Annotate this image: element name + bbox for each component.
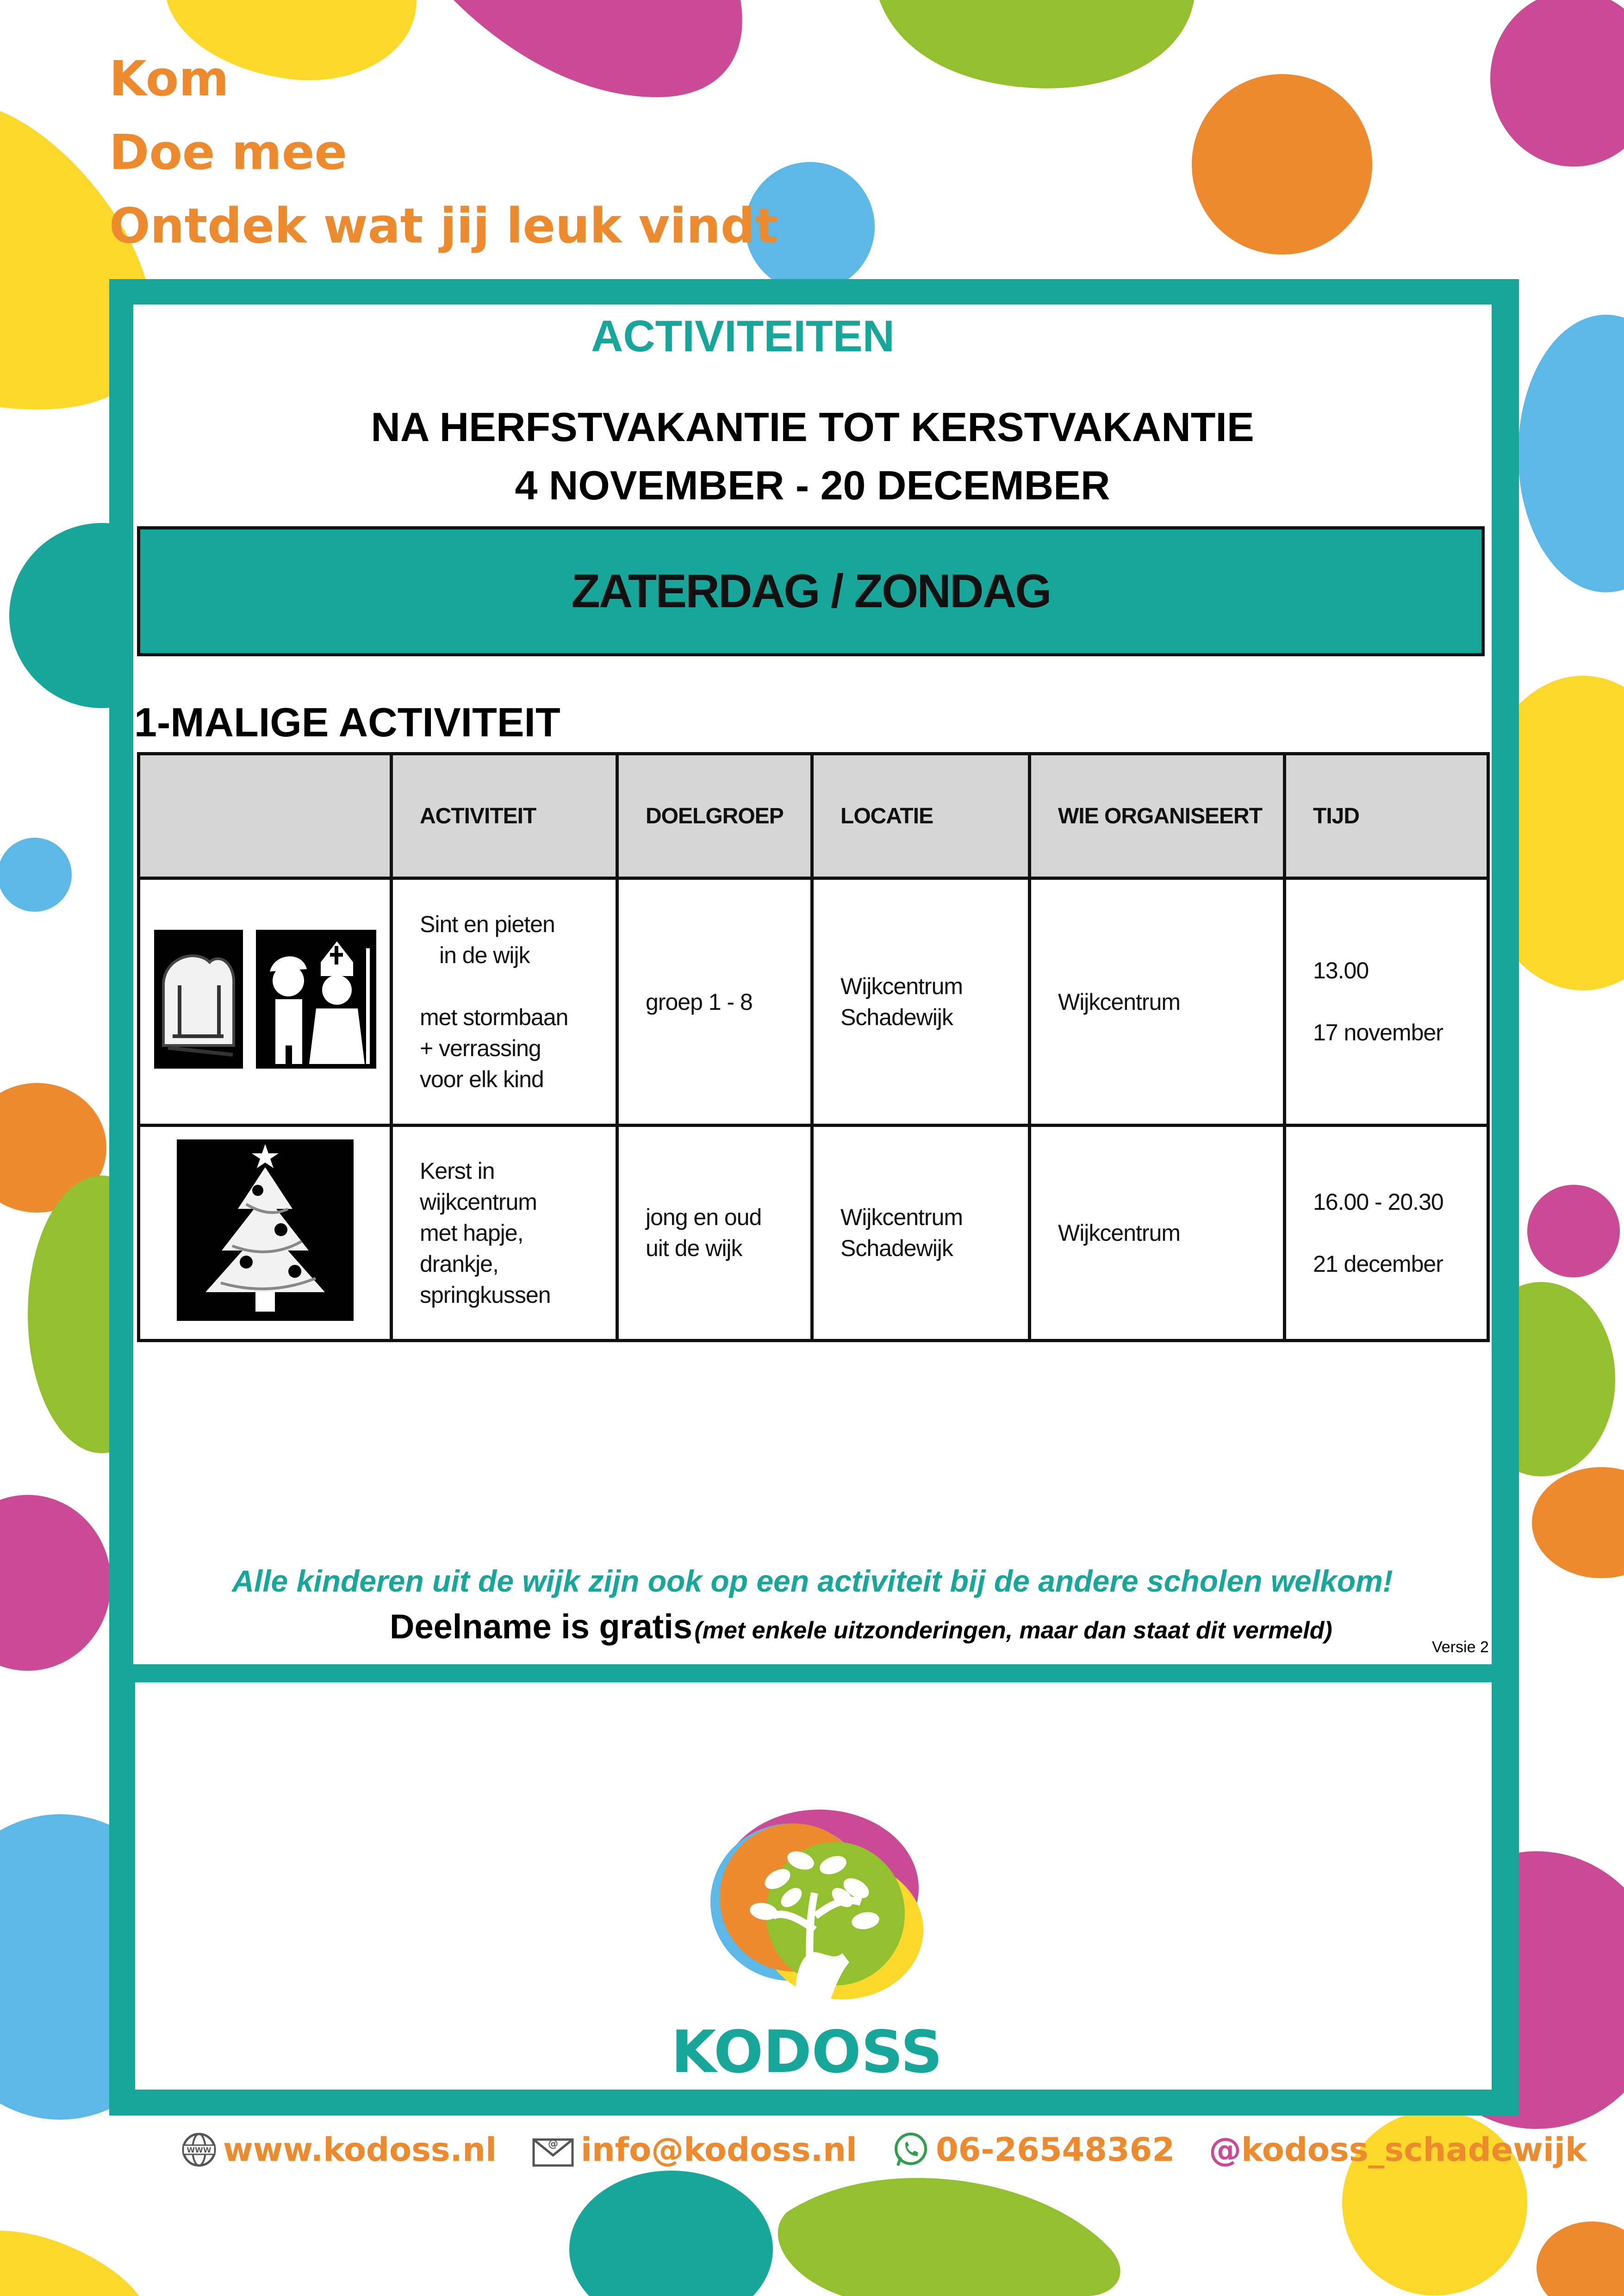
activity-image-cell bbox=[139, 1126, 392, 1341]
free-exceptions: (met enkele uitzonderingen, maar dan staat dit vermeld) bbox=[694, 1617, 1332, 1644]
instagram-link[interactable] bbox=[1209, 2131, 1587, 2169]
time-line: 13.00 bbox=[1313, 958, 1369, 983]
header-line-1: Kom bbox=[109, 50, 229, 107]
target-group-line: uit de wijk bbox=[646, 1235, 742, 1261]
svg-text:@: @ bbox=[548, 2138, 558, 2150]
svg-text:WWW: WWW bbox=[187, 2146, 212, 2154]
table-header-row bbox=[139, 754, 1488, 878]
instagram-text: kodoss_schadewijk bbox=[1241, 2131, 1587, 2169]
target-group-cell: groep 1 - 8 bbox=[617, 878, 812, 1126]
free-label: Deelname is gratis bbox=[390, 1607, 692, 1646]
activity-image-cell bbox=[139, 878, 392, 1126]
target-group-line: jong en oud bbox=[646, 1204, 762, 1230]
website-link[interactable] bbox=[180, 2131, 497, 2169]
location-cell bbox=[812, 878, 1030, 1126]
activity-line: in de wijk bbox=[439, 942, 530, 968]
day-banner bbox=[137, 526, 1485, 656]
column-header-image bbox=[139, 754, 392, 878]
globe-icon bbox=[180, 2131, 218, 2168]
activity-line: Kerst in bbox=[420, 1157, 495, 1184]
location-cell bbox=[812, 1126, 1030, 1341]
email-link[interactable] bbox=[531, 2131, 857, 2169]
website-text: www.kodoss.nl bbox=[223, 2131, 497, 2169]
time-line: 21 december bbox=[1313, 1251, 1443, 1277]
location-line: Wijkcentrum bbox=[840, 1204, 963, 1230]
target-group-cell bbox=[617, 1126, 812, 1341]
header-line-2: Doe mee bbox=[109, 124, 347, 180]
activity-cell bbox=[392, 878, 617, 1126]
at-sign-icon: @ bbox=[1209, 2131, 1242, 2169]
time-cell bbox=[1285, 1126, 1488, 1341]
phone-link[interactable] bbox=[891, 2130, 1175, 2169]
time-line: 17 november bbox=[1313, 1020, 1443, 1045]
activity-table bbox=[137, 752, 1490, 1342]
column-header-time: TIJD bbox=[1285, 754, 1488, 878]
activity-line: springkussen bbox=[420, 1282, 551, 1308]
welcome-note: Alle kinderen uit de wijk zijn ook op een activiteit bij de andere scholen welkom! bbox=[232, 1564, 1393, 1598]
column-header-location: LOCATIE bbox=[812, 754, 1030, 878]
version-label: Versie 2 bbox=[1432, 1638, 1489, 1656]
period-title: NA HERFSTVAKANTIE TOT KERSTVAKANTIE bbox=[371, 404, 1254, 450]
section-title: 1-MALIGE ACTIVITEIT bbox=[134, 699, 560, 745]
column-header-activity: ACTIVITEIT bbox=[392, 754, 617, 878]
phone-text: 06-26548362 bbox=[935, 2131, 1175, 2169]
sinterklaas-pieten-stormbaan-icon bbox=[154, 930, 376, 1069]
activity-line: met hapje, bbox=[420, 1220, 523, 1246]
day-banner-label: ZATERDAG / ZONDAG bbox=[571, 565, 1051, 617]
spacer bbox=[420, 971, 616, 1002]
whatsapp-icon bbox=[891, 2130, 930, 2169]
organiser-cell: Wijkcentrum bbox=[1030, 878, 1285, 1126]
activity-line: wijkcentrum bbox=[420, 1188, 537, 1215]
email-text: info@kodoss.nl bbox=[580, 2131, 857, 2169]
location-line: Schadewijk bbox=[840, 1004, 953, 1030]
contact-bar bbox=[180, 2127, 1621, 2173]
spacer bbox=[1313, 986, 1487, 1017]
activity-cell bbox=[392, 1126, 617, 1341]
activity-line: Sint en pieten bbox=[420, 911, 555, 937]
location-line: Schadewijk bbox=[840, 1235, 953, 1261]
page-title: ACTIVITEITEN bbox=[591, 311, 895, 361]
brand-name: KODOSS bbox=[671, 2018, 943, 2086]
christmas-tree-icon bbox=[177, 1139, 354, 1321]
activity-line: + verrassing bbox=[420, 1035, 541, 1061]
time-line: 16.00 - 20.30 bbox=[1313, 1188, 1444, 1215]
column-header-target-group: DOELGROEP bbox=[617, 754, 812, 878]
header-line-3: Ontdek wat jij leuk vindt bbox=[109, 198, 778, 254]
organiser-cell: Wijkcentrum bbox=[1030, 1126, 1285, 1341]
table-row bbox=[139, 1126, 1488, 1341]
activity-line: voor elk kind bbox=[420, 1066, 544, 1092]
free-participation-note bbox=[390, 1607, 1332, 1646]
activity-line: drankje, bbox=[420, 1251, 498, 1277]
location-line: Wijkcentrum bbox=[840, 973, 963, 999]
table-row bbox=[139, 878, 1488, 1126]
envelope-icon bbox=[531, 2131, 575, 2168]
period-dates: 4 NOVEMBER - 20 DECEMBER bbox=[515, 462, 1110, 508]
activity-line: met stormbaan bbox=[420, 1004, 568, 1030]
time-cell bbox=[1285, 878, 1488, 1126]
spacer bbox=[1313, 1218, 1487, 1249]
column-header-organiser: WIE ORGANISEERT bbox=[1030, 754, 1285, 878]
